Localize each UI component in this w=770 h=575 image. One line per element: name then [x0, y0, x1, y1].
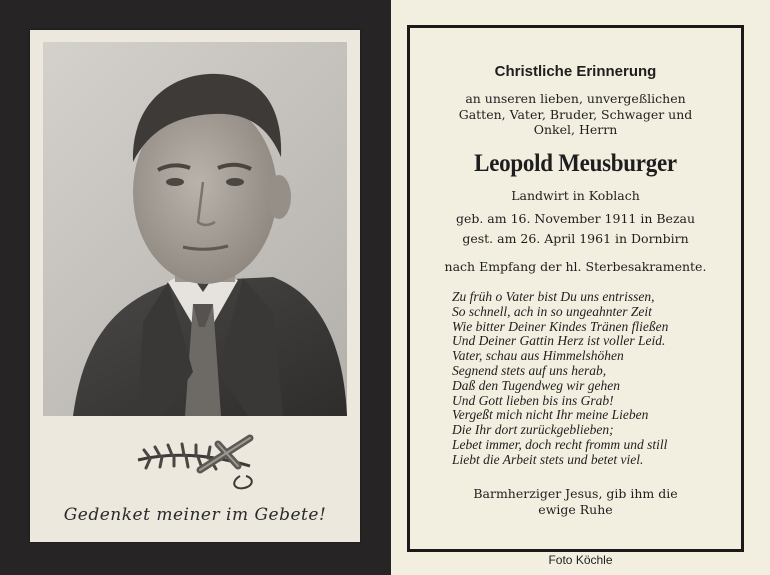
cross-palm-icon — [130, 430, 270, 492]
deceased-name: Leopold Meusburger — [474, 150, 677, 177]
poem-line: So schnell, ach in so ungeahnter Zeit — [452, 303, 652, 319]
poem-line: Daß den Tugendweg wir gehen — [452, 377, 620, 393]
poem-line: Segnend stets auf uns herab, — [452, 362, 607, 378]
card-heading: Christliche Erinnerung — [494, 63, 657, 80]
poem-line: Liebt die Arbeit stets und betet viel. — [452, 451, 644, 467]
prayer-line: ewige Ruhe — [538, 502, 613, 517]
intro-line: an unseren lieben, unvergeßlichen — [465, 91, 686, 106]
poem-line: Vergeßt mich nicht Ihr meine Lieben — [452, 407, 649, 423]
portrait-illustration — [43, 42, 347, 416]
sacraments-note: nach Empfang der hl. Sterbesakramente. — [444, 259, 707, 274]
poem-line: Vater, schau aus Himmelshöhen — [452, 348, 624, 364]
prayer-line: Barmherziger Jesus, gib ihm die — [473, 486, 678, 501]
portrait-photo — [43, 42, 347, 416]
intro-line: Onkel, Herrn — [533, 122, 618, 137]
poem-line: Lebet immer, doch recht fromm und still — [452, 436, 668, 452]
poem-line: Wie bitter Deiner Kindes Tränen fließen — [452, 318, 669, 334]
mourning-border — [407, 25, 744, 552]
intro-text — [410, 91, 741, 138]
occupation: Landwirt in Koblach — [511, 188, 640, 203]
memorial-photo-card — [30, 30, 360, 542]
closing-prayer — [410, 486, 741, 518]
memorial-text-card — [391, 0, 770, 575]
birth-date: geb. am 16. November 1911 in Bezau — [455, 211, 696, 226]
poem-line: Die Ihr dort zurückgeblieben; — [452, 422, 614, 438]
poem-line: Und Gott lieben bis ins Grab! — [452, 392, 614, 408]
memorial-poem — [452, 290, 752, 468]
intro-line: Gatten, Vater, Bruder, Schwager und — [458, 106, 693, 122]
poem-line: Zu früh o Vater bist Du uns entrissen, — [452, 289, 655, 304]
poem-line: Und Deiner Gattin Herz ist voller Leid. — [452, 333, 666, 349]
prayer-caption: Gedenket meiner im Gebete! — [63, 505, 327, 525]
death-date: gest. am 26. April 1961 in Dornbirn — [462, 231, 689, 246]
photographer-credit: Foto Köchle — [548, 553, 613, 567]
